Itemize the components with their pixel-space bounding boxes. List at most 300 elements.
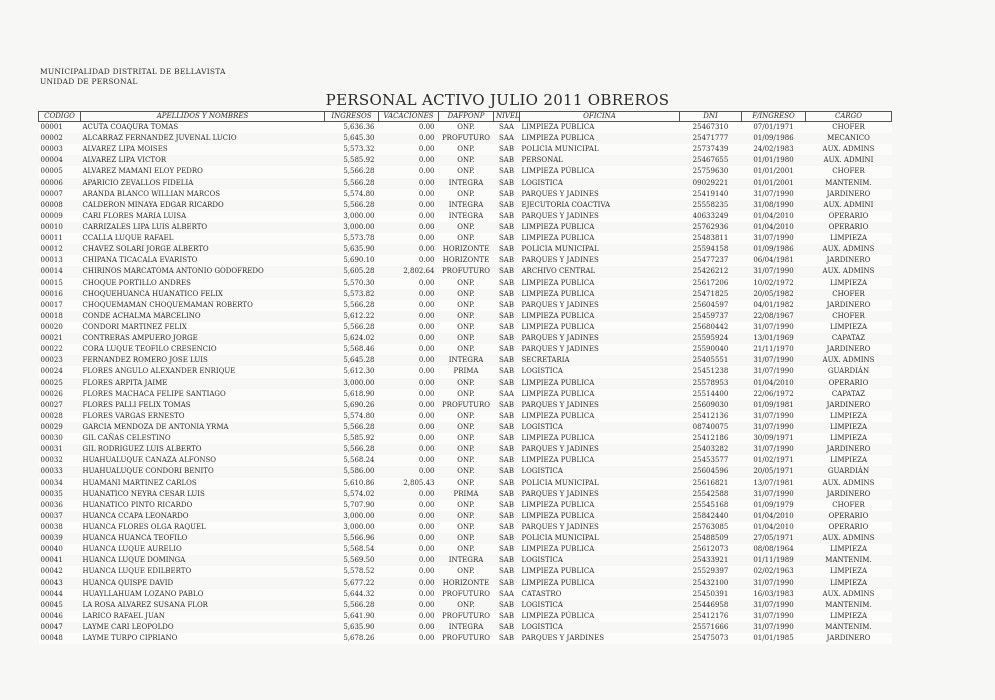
cell-name: HUANCA FLORES OLGA RAQUEL [81,522,325,533]
cell-vacation: 0.00 [379,278,439,289]
cell-dni: 25558235 [692,200,729,209]
cell-dni: 25451238 [680,366,742,377]
cell-start-date: 31/07/1990 [753,600,794,609]
cell-position: MANTENIM. [825,600,872,609]
cell-pension: HORIZONTE [442,245,490,254]
cell-dni: 25432100 [692,578,729,587]
cell-vacation: 0.00 [418,245,435,254]
cell-vacation: 0.00 [418,600,435,609]
cell-level: SAA [499,134,514,143]
cell-pension: INTEGRA [448,356,484,365]
cell-code: 00011 [39,233,81,244]
cell-vacation: 0.00 [379,611,439,622]
cell-position: JARDINERO [806,300,892,311]
cell-position: JARDINERO [806,344,892,355]
cell-pension: ONP. [457,600,475,609]
table-row [39,444,892,455]
cell-dni: 25467310 [680,122,742,134]
cell-name: CHOQUEHUANCA HUANATICO FELIX [82,289,223,298]
cell-income: 5,610.86 [325,478,379,489]
cell-pension: ONP. [439,566,494,577]
cell-dni: 25419140 [680,189,742,200]
cell-name: CCALLA LUQUE RAFAEL [81,233,325,244]
cell-dni: 25477237 [680,255,742,266]
cell-code: 00016 [40,289,63,298]
table-row [39,611,892,622]
cell-name: FERNANDEZ ROMERO JOSE LUIS [82,356,208,365]
cell-income: 5,641.90 [325,611,379,622]
cell-vacation: 0.00 [379,544,439,555]
table-row [39,344,892,355]
cell-dni: 25405551 [692,356,729,365]
cell-start-date: 10/02/1972 [742,278,806,289]
table-row [39,189,892,200]
cell-pension: ONP. [439,189,494,200]
cell-name: HUANCA LUQUE DOMINGA [82,556,186,565]
cell-income: 5,618.90 [325,389,379,400]
cell-start-date: 01/11/1989 [753,556,794,565]
cell-dni: 25578953 [692,378,729,387]
table-row [39,166,892,177]
cell-office: PARQUES Y JADINES [521,400,599,409]
cell-name: CHOQUEMAMAN CHOQUEMAMAN ROBERTO [81,300,325,311]
table-row [39,422,892,433]
cell-level: SAB [494,300,520,311]
cell-pension: ONP. [439,300,494,311]
cell-start-date: 06/04/1981 [742,255,806,266]
cell-income: 5,605.28 [343,267,375,276]
cell-name: LAYME TURPO CIPRIANO [81,633,325,644]
cell-name: FLORES MACHACA FELIPE SANTIAGO [81,389,325,400]
cell-pension: INTEGRA [448,178,484,187]
table-row [39,378,892,389]
cell-vacation: 0.00 [418,489,435,498]
cell-income: 5,566.28 [343,178,375,187]
cell-level: SAB [499,578,514,587]
cell-level: SAB [499,600,514,609]
cell-code: 00014 [40,267,63,276]
cell-pension: ONP. [439,544,494,555]
cell-level: SAA [494,589,520,600]
cell-office: LIMPIEZA PUBLICA [520,455,680,466]
table-row [39,222,892,233]
cell-office: LOGISTICA [521,423,563,431]
table-row [39,289,892,300]
cell-vacation: 0.00 [379,389,439,400]
cell-income: 5,573.82 [343,289,375,298]
cell-level: SAB [494,455,520,466]
cell-pension: ONP. [439,144,494,155]
cell-start-date: 01/04/2010 [753,511,794,520]
cell-dni: 25612073 [680,544,742,555]
cell-name: CARRIZALES LIPA LUIS ALBERTO [82,223,208,232]
cell-pension: HORIZONTE [439,255,494,266]
cell-position: MANTENIM. [825,556,872,565]
cell-income: 5,578.52 [325,566,379,577]
cell-position: GUARDIÁN [827,467,870,476]
column-header: INGRESOS [325,112,379,122]
table-row [39,466,892,477]
table-row [39,300,892,311]
cell-position: MECANICO [827,134,870,143]
cell-level: SAB [499,178,514,187]
cell-office: LIMPIEZA PUBLICA [521,511,595,520]
table-row [39,577,892,588]
cell-pension: PRIMA [439,366,494,377]
table-row [39,366,892,377]
table-row [39,389,892,400]
cell-office: LOGISTICA [521,600,563,609]
cell-start-date: 01/01/2001 [742,166,806,177]
cell-level: SAB [499,556,514,565]
cell-position: LIMPIEZA [806,544,892,555]
cell-office: EJECUTORIA COACTIVA [521,200,611,209]
cell-code: 00003 [39,144,81,155]
cell-start-date: 08/08/1964 [742,544,806,555]
cell-office: LIMPIEZA PÚBLICA [520,611,680,622]
cell-code: 00047 [40,622,63,631]
cell-level: SAB [494,433,520,444]
cell-start-date: 04/01/1982 [742,300,806,311]
cell-vacation: 0.00 [379,589,439,600]
cell-level: SAB [499,200,514,209]
cell-pension: ONP. [439,478,494,489]
cell-dni: 25412136 [680,411,742,422]
cell-income: 5,566.28 [343,600,375,609]
cell-code: 00038 [39,522,81,533]
cell-office: PARQUES Y JADINES [520,522,680,533]
cell-dni: 25426212 [692,267,729,276]
cell-pension: ONP. [439,455,494,466]
cell-income: 5,585.92 [343,156,375,165]
cell-code: 00005 [39,166,81,177]
cell-position: OPERARIO [806,522,892,533]
cell-pension: ONP. [457,534,475,543]
cell-vacation: 0.00 [418,445,435,454]
cell-pension: PROFUTURO [439,633,494,644]
cell-vacation: 0.00 [418,311,435,320]
cell-dni: 25609030 [692,400,729,409]
cell-dni: 25737439 [680,144,742,155]
column-header: OFICINA [520,112,680,122]
cell-position: OPERARIO [828,223,869,232]
cell-level: SAB [499,289,514,298]
cell-income: 5,707.90 [325,500,379,511]
cell-income: 3,000.00 [343,511,375,520]
cell-office: PARQUES Y JADINES [520,344,680,355]
cell-name: LAYME CARI LEOPOLDO [82,622,174,631]
cell-name: FLORES VARGAS ERNESTO [81,411,325,422]
table-row [39,633,892,644]
cell-vacation: 0.00 [418,423,435,431]
cell-level: SAB [494,233,520,244]
cell-dni: 25617206 [680,278,742,289]
cell-start-date: 01/09/1981 [753,400,794,409]
cell-vacation: 0.00 [418,467,435,476]
cell-level: SAA [494,122,520,134]
cell-income: 5,644.32 [325,589,379,600]
cell-vacation: 0.00 [418,156,435,165]
cell-start-date: 22/08/1967 [753,311,794,320]
cell-dni: 25450391 [680,589,742,600]
table-row [39,178,892,189]
table-row [39,433,892,444]
cell-dni: 25471777 [692,134,729,143]
cell-start-date: 01/01/1980 [753,156,794,165]
cell-office: LIMPIEZA PUBLICA [521,378,595,387]
cell-start-date: 01/09/1986 [753,134,794,143]
cell-name: CONDORI MARTINEZ FELIX [81,322,325,333]
cell-dni: 25542588 [692,489,729,498]
cell-position: OPERARIO [828,511,869,520]
column-header: NIVEL [494,112,520,122]
cell-start-date: 01/02/1971 [742,455,806,466]
cell-office: LOGISTICA [521,556,563,565]
cell-vacation: 0.00 [418,178,435,187]
cell-vacation: 2,805.43 [379,478,439,489]
cell-office: PARQUES Y JADINES [520,189,680,200]
cell-position: AUX. ADMINS [806,478,892,489]
cell-start-date: 22/06/1972 [742,389,806,400]
cell-code: 00021 [40,334,63,343]
cell-start-date: 31/07/1990 [753,423,794,431]
cell-code: 00025 [40,378,63,387]
cell-income: 3,000.00 [325,522,379,533]
cell-position: AUX. ADMINI [823,156,874,165]
cell-dni: 25514400 [680,389,742,400]
cell-office: SECRETARIA [521,356,570,365]
cell-income: 5,566.96 [343,534,375,543]
cell-office: LOGISTICA [520,366,680,377]
cell-code: 00041 [40,556,63,565]
cell-pension: ONP. [457,334,475,343]
cell-name: CHIPANA TICACALA EVARISTO [81,255,325,266]
cell-level: SAB [499,489,514,498]
cell-name: HUANCA LUQUE AURELIO [81,544,325,555]
table-row [39,566,892,577]
cell-name: HUAMANI MARTINEZ CARLOS [81,478,325,489]
cell-position: LIMPIEZA [806,611,892,622]
cell-position: JARDINERO [806,189,892,200]
cell-name: CHAVEZ SOLARI JORGE ALBERTO [82,245,209,254]
cell-vacation: 0.00 [379,166,439,177]
cell-office: PARQUES Y JADINES [520,211,680,222]
cell-income: 5,585.92 [325,433,379,444]
cell-code: 00002 [40,134,63,143]
table-row [39,322,892,333]
cell-dni: 25594158 [692,245,729,254]
cell-code: 00018 [40,311,63,320]
cell-office: PARQUES Y JADINES [521,489,599,498]
column-header: CODIGO [39,112,81,122]
cell-position: AUX. ADMINS [822,267,875,276]
cell-position: CHOFER [806,500,892,511]
cell-income: 5,635.90 [343,622,375,631]
column-header: CARGO [806,112,892,122]
cell-pension: ONP. [457,511,475,520]
cell-level: SAB [494,522,520,533]
cell-income: 5,677.22 [343,578,375,587]
cell-office: LIMPIEZA PUBLICA [520,389,680,400]
cell-code: 00013 [39,255,81,266]
table-row [39,233,892,244]
cell-pension: INTEGRA [448,200,484,209]
cell-position: CHOFER [832,289,865,298]
cell-income: 5,678.26 [325,633,379,644]
cell-name: GIL CAÑAS CELESTINO [81,433,325,444]
table-row [39,489,892,500]
cell-pension: INTEGRA [448,556,484,565]
cell-start-date: 31/07/1990 [742,189,806,200]
cell-name: GARCIA MENDOZA DE ANTONIA YRMA [82,423,229,431]
cell-office: POLICIA MUNICIPAL [520,144,680,155]
table-row [39,544,892,555]
cell-income: 5,566.28 [343,200,375,209]
cell-position: LIMPIEZA [829,423,868,431]
cell-dni: 09029221 [692,178,729,187]
cell-start-date: 31/07/1990 [753,356,794,365]
cell-code: 00048 [39,633,81,644]
column-header: APELLIDOS Y NOMBRES [81,112,325,122]
cell-name: HUANATICO PINTO RICARDO [81,500,325,511]
cell-office: LIMPIEZA PUBLICA [520,500,680,511]
cell-dni: 25488509 [692,534,729,543]
cell-name: FLORES ARPITA JAIME [82,378,168,387]
table-row [39,355,892,366]
cell-income: 3,000.00 [325,211,379,222]
cell-vacation: 0.00 [379,189,439,200]
cell-level: SAB [499,267,514,276]
cell-position: CHOFER [832,311,865,320]
cell-position: CHOFER [806,166,892,177]
cell-office: CATASTRO [520,589,680,600]
cell-code: 00043 [40,578,63,587]
cell-start-date: 20/05/1982 [753,289,794,298]
cell-income: 5,574.80 [325,411,379,422]
cell-start-date: 31/07/1990 [742,411,806,422]
cell-dni: 25467655 [692,156,729,165]
table-row [39,600,892,611]
cell-pension: HORIZONTE [442,578,490,587]
cell-name: LA ROSA ALVAREZ SUSANA FLOR [82,600,208,609]
cell-pension: PROFUTURO [441,134,491,143]
cell-code: 00027 [40,400,63,409]
cell-vacation: 0.00 [418,534,435,543]
cell-level: SAB [494,411,520,422]
cell-start-date: 31/07/1990 [753,267,794,276]
cell-code: 00033 [40,467,63,476]
cell-income: 5,568.24 [325,455,379,466]
cell-name: CONTRERAS AMPUERO JORGE [82,334,198,343]
cell-level: SAB [499,334,514,343]
cell-pension: PROFUTURO [441,400,491,409]
cell-name: CARI FLORES MARIA LUISA [81,211,325,222]
unit-name: UNIDAD DE PERSONAL [40,77,138,86]
column-header: DAFPONP [439,112,494,122]
cell-start-date: 01/01/1985 [742,633,806,644]
cell-dni: 40633249 [680,211,742,222]
cell-dni: 25483811 [680,233,742,244]
cell-income: 5,635.90 [343,245,375,254]
table-body [39,122,892,645]
cell-office: LIMPIEZA PUBLICA [521,578,595,587]
cell-income: 5,636.36 [325,122,379,134]
table-row [39,200,892,211]
cell-level: SAB [499,156,514,165]
cell-dni: 25616821 [680,478,742,489]
cell-income: 5,573.32 [325,144,379,155]
cell-code: 00009 [39,211,81,222]
cell-level: SAB [494,144,520,155]
cell-position: AUX. ADMINS [806,144,892,155]
cell-start-date: 13/07/1981 [742,478,806,489]
cell-vacation: 0.00 [379,233,439,244]
cell-income: 5,690.26 [343,400,375,409]
table-row [39,333,892,344]
cell-code: 00010 [40,223,63,232]
table-row [39,400,892,411]
cell-level: SAB [499,245,514,254]
cell-code: 00032 [39,455,81,466]
cell-start-date: 02/02/1963 [742,566,806,577]
table-row [39,511,892,522]
cell-code: 00017 [39,300,81,311]
column-header: F/INGRESO [742,112,806,122]
cell-dni: 25595924 [692,334,729,343]
cell-position: JARDINERO [826,400,871,409]
cell-vacation: 0.00 [418,378,435,387]
personnel-table [38,111,892,644]
cell-vacation: 0.00 [418,622,435,631]
cell-start-date: 13/01/1969 [753,334,794,343]
cell-pension: PROFUTURO [439,589,494,600]
cell-name: HUANCA QUISPE DAVID [82,578,174,587]
cell-start-date: 20/05/1971 [753,467,794,476]
cell-vacation: 0.00 [418,134,435,143]
cell-level: SAB [494,166,520,177]
table-row [39,589,892,600]
cell-position: AUX. ADMINS [822,534,875,543]
cell-position: CHOFER [806,122,892,134]
cell-dni: 25680442 [680,322,742,333]
cell-pension: ONP. [439,433,494,444]
cell-pension: INTEGRA [439,211,494,222]
cell-income: 5,566.28 [343,423,375,431]
cell-office: LIMPIEZA PUBLICA [520,544,680,555]
table-row [39,255,892,266]
cell-level: SAB [494,211,520,222]
document-title: PERSONAL ACTIVO JULIO 2011 OBREROS [325,91,670,109]
cell-income: 5,568.46 [325,344,379,355]
cell-dni: 25403282 [692,445,729,454]
cell-position: AUX. ADMINS [822,356,875,365]
cell-dni: 25412186 [680,433,742,444]
cell-vacation: 0.00 [418,578,435,587]
cell-pension: ONP. [439,233,494,244]
cell-income: 5,568.54 [325,544,379,555]
cell-position: CAPATAZ [831,334,866,343]
cell-dni: 25842440 [692,511,729,520]
cell-office: LIMPIEZA PÚBLICA [520,166,680,177]
cell-start-date: 01/04/2010 [742,522,806,533]
cell-vacation: 0.00 [379,455,439,466]
cell-name: GIL RODRIGUEZ LUIS ALBERTO [82,445,202,454]
table-row [39,211,892,222]
cell-vacation: 0.00 [418,200,435,209]
cell-office: LIMPIEZA PUBLICA [521,134,595,143]
cell-level: SAB [499,423,514,431]
cell-name: ALVAREZ MAMANI ELOY PEDRO [81,166,325,177]
